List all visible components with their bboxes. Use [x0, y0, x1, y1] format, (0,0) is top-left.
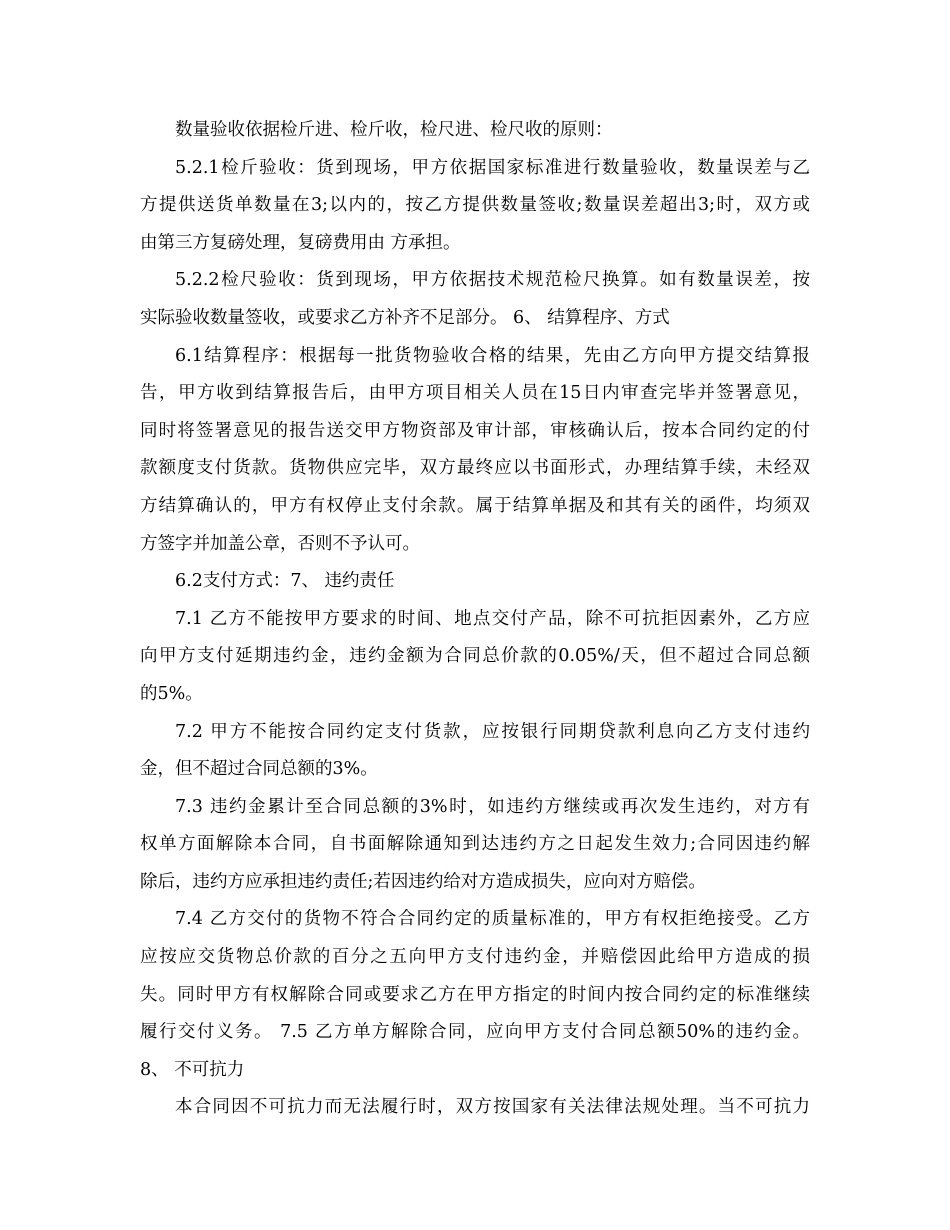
text-line: 权单方面解除本合同，自书面解除通知到达违约方之日起发生效力;合同因违约解: [140, 834, 810, 855]
text-line: 7.4 乙方交付的货物不符合合同约定的质量标准的，甲方有权拒绝接受。乙方: [175, 909, 810, 930]
text-line: 数量验收依据检斤进、检斤收，检尺进、检尺收的原则：: [175, 120, 613, 140]
text-line: 应按应交货物总价款的百分之五向甲方支付违约金，并赔偿因此给甲方造成的损: [140, 947, 810, 968]
text-line: 5.2.2检尺验收：货到现场，甲方依据技术规范检尺换算。如有数量误差，按: [175, 270, 810, 291]
text-line: 6.2支付方式：7、 违约责任: [175, 571, 395, 592]
text-line: 履行交付义务。 7.5 乙方单方解除合同，应向甲方支付合同总额50%的违约金。: [140, 1022, 810, 1043]
text-line: 除后，违约方应承担违约责任;若因违约给对方造成损失，应向对方赔偿。: [140, 871, 706, 892]
text-line: 向甲方支付延期违约金，违约金额为合同总价款的0.05%/天，但不超过合同总额: [140, 646, 810, 667]
text-line: 8、 不可抗力: [140, 1059, 245, 1080]
text-line: 告，甲方收到结算报告后，由甲方项目相关人员在15日内审查完毕并签署意见，: [140, 383, 810, 404]
text-line: 方签字并加盖公章，否则不予认可。: [140, 533, 420, 554]
text-line: 本合同因不可抗力而无法履行时，双方按国家有关法律法规处理。当不可抗力: [175, 1097, 810, 1118]
text-line: 的5%。: [140, 683, 203, 704]
text-line: 同时将签署意见的报告送交甲方物资部及审计部，审核确认后，按本合同约定的付: [140, 420, 810, 441]
text-line: 7.3 违约金累计至合同总额的3%时，如违约方继续或再次发生违约，对方有: [175, 796, 810, 817]
text-line: 5.2.1检斤验收：货到现场，甲方依据国家标准进行数量验收，数量误差与乙: [175, 157, 810, 178]
text-line: 方结算确认的，甲方有权停止支付余款。属于结算单据及和其有关的函件，均须双: [140, 495, 810, 516]
text-line: 方提供送货单数量在3;以内的，按乙方提供数量签收;数量误差超出3;时，双方或: [140, 195, 810, 216]
text-line: 失。同时甲方有权解除合同或要求乙方在甲方指定的时间内按合同约定的标准继续: [140, 984, 810, 1005]
text-line: 7.1 乙方不能按甲方要求的时间、地点交付产品，除不可抗拒因素外，乙方应: [175, 608, 810, 629]
text-line: 款额度支付货款。货物供应完毕，双方最终应以书面形式，办理结算手续，未经双: [140, 458, 810, 479]
document-body: [140, 112, 810, 1127]
text-line: 金，但不超过合同总额的3%。: [140, 759, 378, 780]
text-line: 7.2 甲方不能按合同约定支付货款，应按银行同期贷款利息向乙方支付违约: [175, 721, 810, 742]
text-line: 实际验收数量签收，或要求乙方补齐不足部分。 6、 结算程序、方式: [140, 307, 670, 328]
text-line: 由第三方复磅处理，复磅费用由 方承担。: [140, 232, 461, 253]
text-line: 6.1结算程序：根据每一批货物验收合格的结果，先由乙方向甲方提交结算报: [175, 345, 810, 366]
